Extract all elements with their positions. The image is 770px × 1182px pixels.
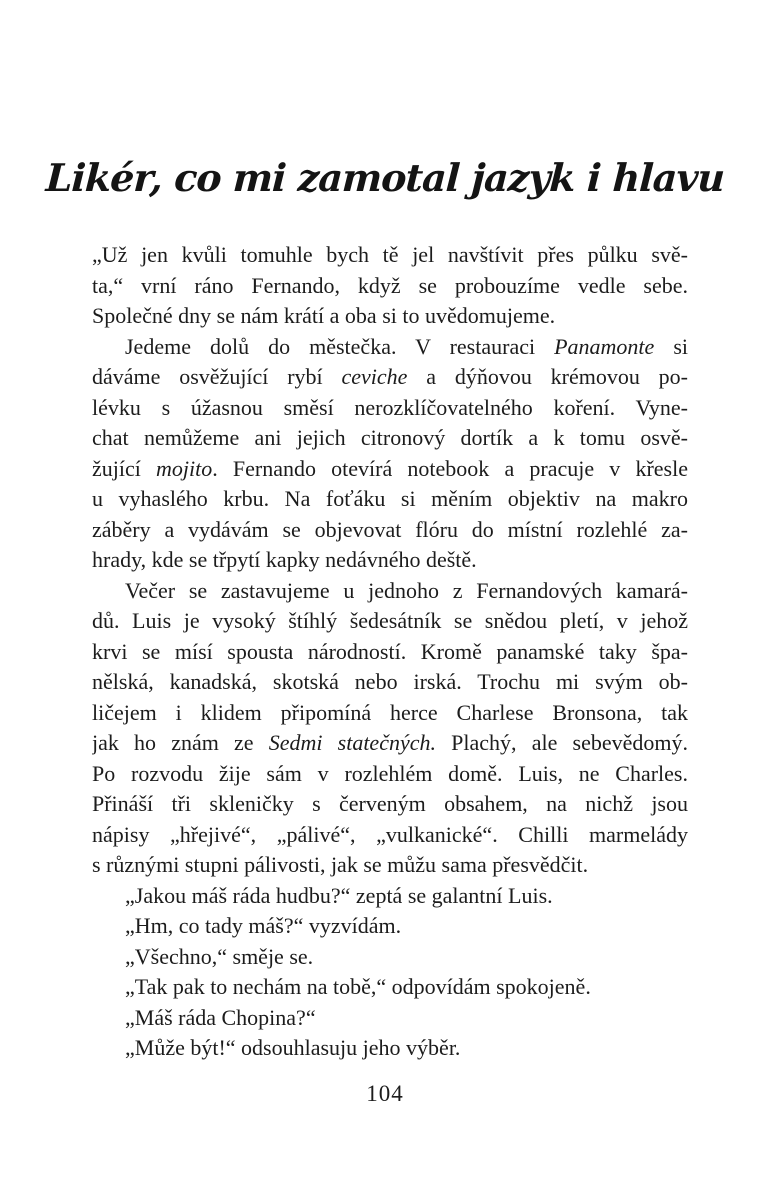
text-segment: nělská, kanadská, skotská nebo irská. Trochu mi svým ob- (92, 669, 688, 694)
text-line (92, 698, 688, 729)
text-segment: Společné dny se nám krátí a oba si to uvědomujeme. (92, 303, 556, 328)
text-line (92, 576, 688, 607)
text-line (92, 820, 688, 851)
text-line (92, 301, 688, 332)
text-segment: ta,“ vrní ráno Fernando, když se probouzíme vedle sebe. (92, 272, 688, 298)
text-segment: s různými stupni pálivosti, jak se můžu sama přesvědčit. (92, 852, 589, 877)
text-segment: „Máš ráda Chopina?“ (125, 1004, 316, 1030)
text-line (92, 484, 688, 515)
text-segment: Přináší tři skleničky s červeným obsahem, na nichž jsou (92, 791, 688, 816)
text-line (92, 393, 688, 424)
text-line (92, 515, 688, 546)
text-segment: „Už jen kvůli tomuhle bych tě jel navštívit přes půlku svě- (92, 242, 688, 267)
text-segment: lévku s úžasnou směsí nerozklíčovatelného koření. Vyne- (92, 394, 688, 420)
text-line (92, 850, 688, 881)
text-line (92, 545, 688, 576)
text-line (92, 789, 688, 820)
text-line (92, 972, 688, 1003)
text-segment: jak ho znám ze (92, 730, 269, 755)
italic-text-segment: Panamonte (554, 333, 655, 359)
text-segment: ličejem i klidem připomíná herce Charlese Bronsona, tak (92, 699, 688, 725)
italic-text-segment: Sedmi statečných. (268, 730, 436, 755)
text-line (92, 881, 688, 912)
paragraph (92, 972, 688, 1003)
text-segment: dů. Luis je vysoký štíhlý šedesátník se snědou pletí, v jehož (92, 608, 688, 633)
text-segment: „Hm, co tady máš?“ vyzvídám. (125, 913, 402, 938)
chapter-title: Likér, co mi zamotal jazyk i hlavu (44, 155, 726, 200)
text-line (92, 606, 688, 637)
text-segment: nápisy „hřejivé“, „pálivé“, „vulkanické“. Chilli marmelády (92, 821, 688, 847)
text-segment: u vyhaslého krbu. Na foťáku si měním objektiv na makro (92, 486, 688, 511)
text-line (92, 759, 688, 790)
paragraph (92, 942, 688, 973)
text-line (92, 637, 688, 668)
text-segment: a dýňovou krémovou po- (407, 364, 688, 389)
text-segment: Plachý, ale sebevědomý. (436, 730, 688, 755)
text-segment: dáváme osvěžující rybí (92, 364, 342, 389)
text-line (92, 942, 688, 973)
text-line (92, 1003, 688, 1034)
text-segment: hrady, kde se třpytí kapky nedávného deště. (92, 547, 477, 572)
text-segment: Večer se zastavujeme u jednoho z Fernandových kamará- (125, 577, 688, 603)
text-segment: si (654, 333, 688, 359)
text-line (92, 271, 688, 302)
page-number: 104 (366, 1081, 404, 1106)
text-line (92, 332, 688, 363)
paragraph (92, 911, 688, 942)
text-segment: záběry a vydávám se objevovat flóru do místní rozlehlé za- (92, 516, 688, 542)
paragraph (92, 332, 688, 576)
text-segment: Jedeme dolů do městečka. V restauraci (125, 333, 555, 359)
text-segment: „Může být!“ odsouhlasuju jeho výběr. (125, 1035, 461, 1060)
text-line (92, 911, 688, 942)
text-segment: žující (92, 455, 157, 481)
text-segment: „Jakou máš ráda hudbu?“ zeptá se galantní Luis. (125, 882, 553, 908)
paragraph (92, 1033, 688, 1064)
paragraph (92, 576, 688, 881)
text-line (92, 362, 688, 393)
text-line (92, 423, 688, 454)
italic-text-segment: mojito (156, 455, 213, 481)
text-segment: „Tak pak to nechám na tobě,“ odpovídám spokojeně. (125, 974, 591, 999)
text-line (92, 667, 688, 698)
text-segment: . Fernando otevírá notebook a pracuje v křesle (212, 455, 688, 481)
paragraph (92, 1003, 688, 1034)
paragraph (92, 881, 688, 912)
text-line (92, 728, 688, 759)
text-segment: „Všechno,“ směje se. (125, 943, 314, 969)
text-block (92, 240, 688, 1064)
text-line (92, 1033, 688, 1064)
text-segment: chat nemůžeme ani jejich citronový dortík a k tomu osvě- (92, 425, 688, 450)
paragraph (92, 240, 688, 332)
italic-text-segment: ceviche (341, 364, 408, 389)
text-line (92, 240, 688, 271)
text-segment: Po rozvodu žije sám v rozlehlém domě. Luis, ne Charles. (92, 760, 688, 786)
text-segment: krvi se mísí spousta národností. Kromě panamské taky špa- (92, 638, 688, 664)
text-line (92, 454, 688, 485)
